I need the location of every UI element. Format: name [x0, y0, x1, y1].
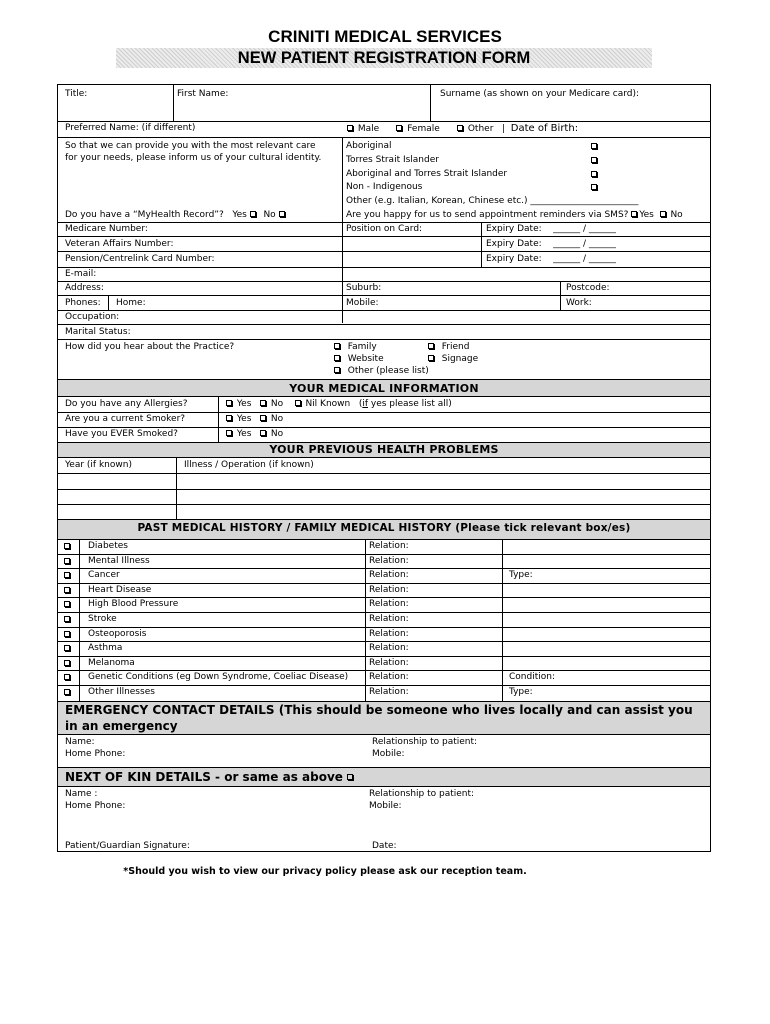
- myhealth-question: Do you have a “MyHealth Record”? Yes No: [65, 210, 287, 221]
- history-checkbox[interactable]: [64, 674, 70, 680]
- smoker-yes-checkbox[interactable]: [226, 415, 232, 421]
- sms-no-checkbox[interactable]: [660, 211, 666, 217]
- smoker-label: Are you a current Smoker?: [65, 414, 186, 424]
- suburb-label: Suburb:: [346, 283, 382, 293]
- family-checkbox[interactable]: [334, 343, 340, 349]
- myhealth-no-checkbox[interactable]: [279, 211, 285, 217]
- kin-name-label: Name :: [65, 789, 98, 799]
- medical-info-heading: YOUR MEDICAL INFORMATION: [289, 382, 479, 395]
- relation-label: Relation:: [369, 584, 409, 595]
- relation-label: Relation:: [369, 657, 409, 668]
- ever-no-checkbox[interactable]: [260, 430, 266, 436]
- gender-options: Male Female Other | Date of Birth:: [347, 123, 578, 135]
- relation-label: Relation:: [369, 541, 409, 551]
- history-checkbox[interactable]: [64, 572, 70, 578]
- veteran-label: Veteran Affairs Number:: [65, 239, 174, 249]
- surname-label: Surname (as shown on your Medicare card):: [440, 89, 640, 99]
- illness-label: Illness / Operation (if known): [184, 460, 314, 470]
- myhealth-yes-checkbox[interactable]: [250, 211, 256, 217]
- title-label: Title:: [65, 89, 88, 99]
- relation-label: Relation:: [369, 687, 409, 697]
- registration-form: Title: First Name: Surname (as shown on your Medicare card): Preferred Name: (if different) Male Female Other | Date of Birth: So that we can provide you with the most relevant care for your needs, please inform us of your cultural identity. Aboriginal Torres Strait Islander Aboriginal and Torres Strait Islander Non - Indigenous Other (e.g. Italian, Korean, Chinese etc.) ________________________ Do you have a “MyHealth Record”? Yes No Are you happy for us to send appointment reminders via SMS? Yes No Medicare Number: Position on Card: Expiry Date: ______ / ______ Veteran Affairs Number: Expiry Date: ______ / ______ Pension/Centrelink Card Number: Expiry Date: ______ / ______ E-mail: Address: Suburb: Postcode: Phones: Home: Mobile: Work: Occupation: Marital Status: How did you hear about the Practice? Family Friend Website Signage Other (please list) YOUR MEDICAL INFORMATION Do you have any Allergies? Yes No Nil Known (if yes please list all) Are you a current Smoker? Yes No Have you EVER Smoked? Yes No YOUR PREVIOUS HEALTH PROBLEMS Year (if known) Illness / Operation (if known) PAST MEDICAL HISTORY / FAMILY MEDICAL HISTORY (Please tick relevant box/es) Diabetes Relation: Mental Illness Relation: Cancer Relation: Type: Heart Disease Relation: High Blood Pressure Relation: Stroke Relation: Osteoporosis Relation: Asthma Relation: Melanoma Relation: Genetic Conditions (eg Down Syndrome, Coeliac Disease) Relation: Condition: Other Illnesses Relation: Type: EMERGENCY CONTACT DETAILS (This should be someone who lives locally and can assist you in an emergency Name: Home Phone: Relationship to patient: Mobile: NEXT OF KIN DETAILS - or same as above Name : Home Phone: Relationship to patient: Mobile: Patient/Guardian Signature: Date:: [57, 84, 711, 852]
- allergies-label: Do you have any Allergies?: [65, 399, 188, 409]
- history-heading: PAST MEDICAL HISTORY / FAMILY MEDICAL HISTORY (Please tick relevant box/es): [137, 522, 631, 534]
- preferred-name-label: Preferred Name: (if different): [65, 123, 196, 133]
- history-extra-label: Condition:: [509, 672, 555, 683]
- aboriginal-checkbox[interactable]: [591, 143, 597, 149]
- history-checkbox[interactable]: [64, 660, 70, 666]
- relation-label: Relation:: [369, 628, 409, 639]
- home-phone-label: Home:: [116, 298, 146, 308]
- emergency-relationship-label: Relationship to patient:: [372, 737, 478, 747]
- other-source-checkbox[interactable]: [334, 367, 340, 373]
- history-extra-label: Type:: [509, 687, 533, 697]
- previous-health-heading: YOUR PREVIOUS HEALTH PROBLEMS: [269, 443, 499, 456]
- history-item: Asthma: [88, 643, 123, 654]
- date-label: Date:: [372, 841, 397, 851]
- year-label: Year (if known): [65, 460, 132, 470]
- occupation-label: Occupation:: [65, 312, 120, 322]
- form-title: NEW PATIENT REGISTRATION FORM: [116, 48, 652, 68]
- relation-label: Relation:: [369, 570, 409, 581]
- both-checkbox[interactable]: [591, 171, 597, 177]
- culture-intro: So that we can provide you with the most relevant care: [65, 141, 316, 151]
- website-checkbox[interactable]: [334, 355, 340, 361]
- privacy-footer: *Should you wish to view our privacy policy please ask our reception team.: [123, 866, 527, 877]
- friend-checkbox[interactable]: [428, 343, 434, 349]
- history-item: Mental Illness: [88, 555, 150, 566]
- kin-mobile-label: Mobile:: [369, 801, 402, 811]
- culture-other: Other (e.g. Italian, Korean, Chinese etc.) ________________________: [346, 196, 639, 206]
- history-checkbox[interactable]: [64, 616, 70, 622]
- culture-option: Non - Indigenous: [346, 182, 423, 192]
- smoker-no-checkbox[interactable]: [260, 415, 266, 421]
- email-label: E-mail:: [65, 269, 97, 279]
- dob-label: Date of Birth:: [510, 123, 579, 134]
- position-label: Position on Card:: [346, 224, 423, 234]
- history-checkbox[interactable]: [64, 558, 70, 564]
- nil-known-checkbox[interactable]: [295, 400, 301, 406]
- postcode-label: Postcode:: [566, 283, 610, 293]
- mobile-label: Mobile:: [346, 298, 379, 308]
- history-item: Other Illnesses: [88, 687, 155, 697]
- pension-label: Pension/Centrelink Card Number:: [65, 254, 215, 264]
- history-item: Cancer: [88, 570, 120, 581]
- medicare-label: Medicare Number:: [65, 224, 148, 234]
- female-checkbox[interactable]: [396, 125, 402, 131]
- first-name-label: First Name:: [177, 89, 229, 99]
- other-gender-checkbox[interactable]: [457, 125, 463, 131]
- history-item: High Blood Pressure: [88, 599, 179, 610]
- signature-label: Patient/Guardian Signature:: [65, 841, 190, 851]
- culture-option: Aboriginal: [346, 141, 392, 151]
- history-item: Osteoporosis: [88, 628, 147, 639]
- ever-smoked-label: Have you EVER Smoked?: [65, 429, 178, 439]
- allergies-no-checkbox[interactable]: [260, 400, 266, 406]
- history-checkbox[interactable]: [64, 543, 70, 549]
- history-checkbox[interactable]: [64, 689, 70, 695]
- emergency-name-label: Name:: [65, 737, 95, 747]
- history-item: Melanoma: [88, 657, 135, 668]
- non-indigenous-checkbox[interactable]: [591, 184, 597, 190]
- culture-option: Torres Strait Islander: [346, 155, 439, 165]
- sms-question: Are you happy for us to send appointment reminders via SMS? Yes No: [346, 210, 683, 220]
- history-extra-label: Type:: [509, 570, 533, 581]
- kin-home-label: Home Phone:: [65, 801, 126, 811]
- emergency-mobile-label: Mobile:: [372, 749, 405, 759]
- emergency-heading: EMERGENCY CONTACT DETAILS (This should be someone who lives locally and can assist you in an emergency: [65, 703, 693, 733]
- ever-yes-checkbox[interactable]: [226, 430, 232, 436]
- hear-label: How did you hear about the Practice?: [65, 342, 235, 352]
- kin-relationship-label: Relationship to patient:: [369, 789, 475, 799]
- expiry-label: Expiry Date: ______ / ______: [486, 224, 616, 234]
- history-item: Diabetes: [88, 541, 128, 551]
- history-checkbox[interactable]: [64, 601, 70, 607]
- torres-strait-checkbox[interactable]: [591, 157, 597, 163]
- history-item: Stroke: [88, 614, 117, 624]
- culture-option: Aboriginal and Torres Strait Islander: [346, 169, 508, 179]
- same-as-above-checkbox[interactable]: [347, 774, 353, 780]
- relation-label: Relation:: [369, 555, 409, 566]
- history-item: Heart Disease: [88, 584, 152, 595]
- marital-label: Marital Status:: [65, 327, 131, 337]
- sms-yes-checkbox[interactable]: [631, 211, 637, 217]
- work-label: Work:: [566, 298, 592, 308]
- history-checkbox[interactable]: [64, 631, 70, 637]
- relation-label: Relation:: [369, 599, 409, 610]
- next-of-kin-heading: NEXT OF KIN DETAILS - or same as above: [65, 769, 355, 785]
- history-checkbox[interactable]: [64, 587, 70, 593]
- history-item: Genetic Conditions (eg Down Syndrome, Coeliac Disease): [88, 672, 349, 683]
- relation-label: Relation:: [369, 672, 409, 683]
- male-checkbox[interactable]: [347, 125, 353, 131]
- allergies-yes-checkbox[interactable]: [226, 400, 232, 406]
- relation-label: Relation:: [369, 614, 409, 624]
- clinic-name: CRINITI MEDICAL SERVICES: [268, 27, 502, 46]
- address-label: Address:: [65, 283, 104, 293]
- emergency-home-label: Home Phone:: [65, 749, 126, 759]
- phones-label: Phones:: [65, 298, 101, 308]
- history-checkbox[interactable]: [64, 645, 70, 651]
- signage-checkbox[interactable]: [428, 355, 434, 361]
- relation-label: Relation:: [369, 643, 409, 654]
